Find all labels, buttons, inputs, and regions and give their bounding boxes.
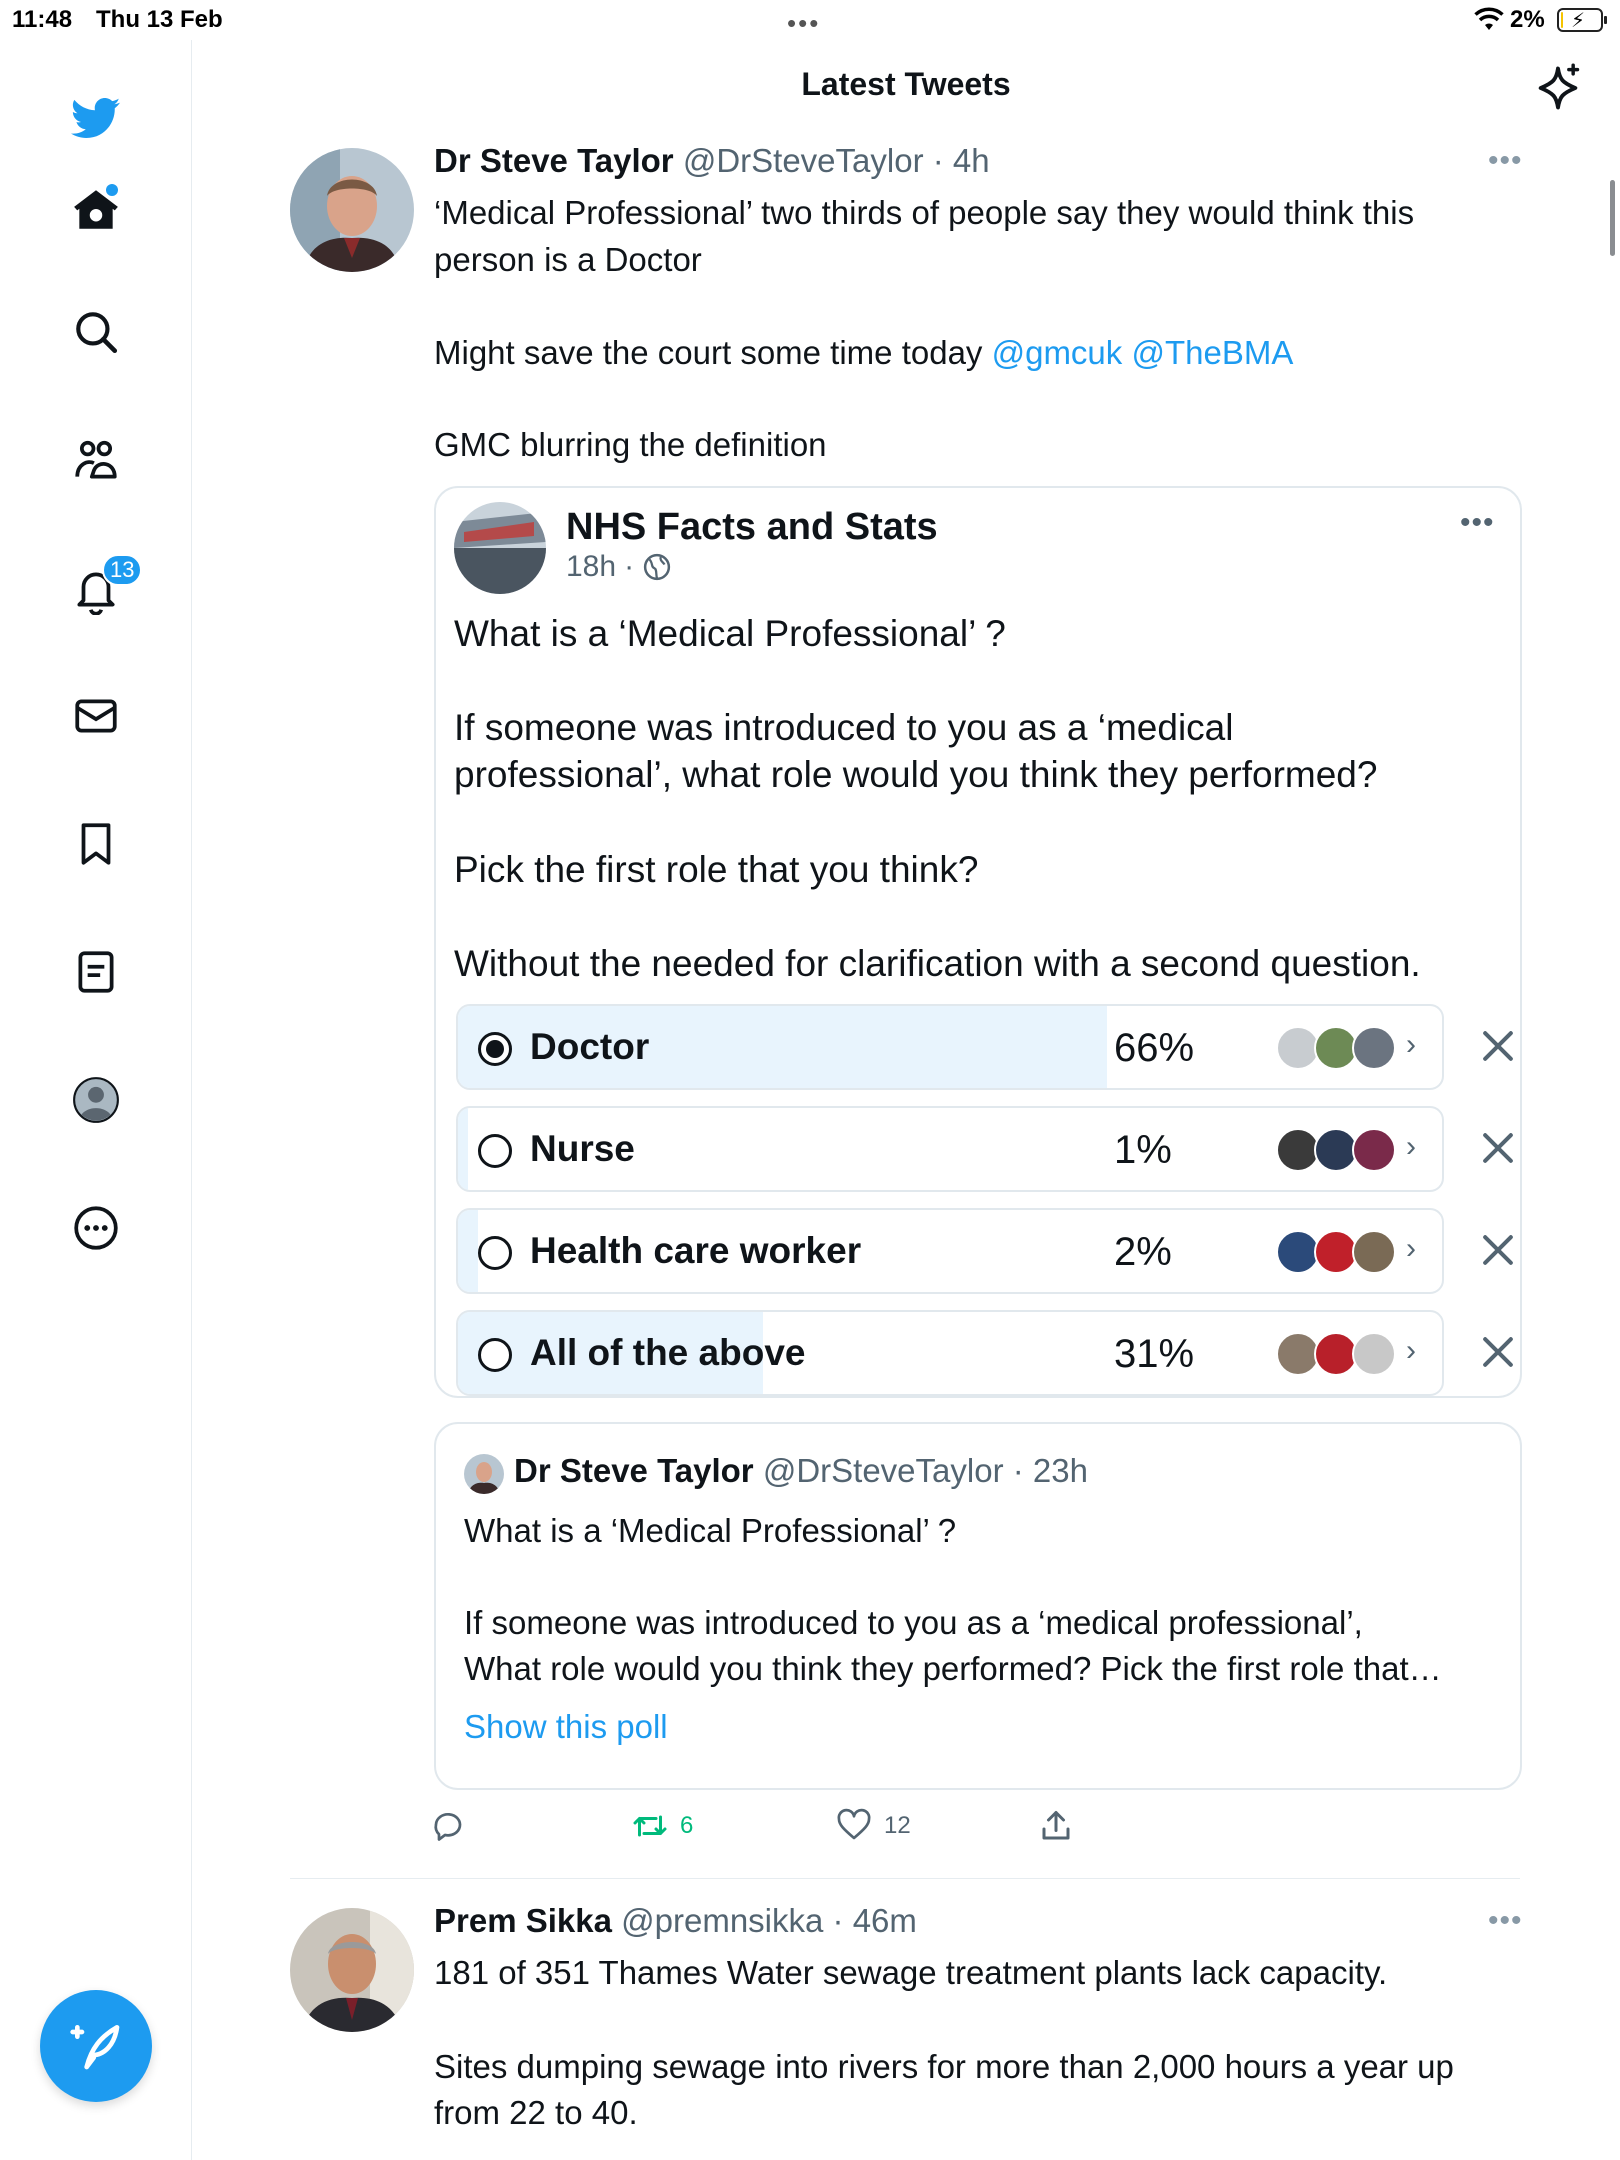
home-new-dot [106,184,118,196]
retweet-button[interactable] [632,1808,693,1844]
quoted-tweet-card[interactable] [434,1422,1522,1790]
page-title: Latest Tweets [801,66,1011,102]
poll-bar-fill [458,1108,468,1190]
author-handle[interactable]: @DrSteveTaylor [682,142,924,179]
nav-lists[interactable] [66,942,126,1002]
chevron-right-icon[interactable]: › [1406,1028,1416,1061]
quoted-author-name[interactable]: Dr Steve Taylor [514,1452,754,1489]
quoted-meta: 18h · [566,550,672,584]
lists-icon [71,947,121,997]
quoted-text-line: What role would you think they performed? Pick the first role that… [464,1650,1442,1687]
voter-avatar [1352,1128,1396,1172]
mention-link[interactable]: @gmcuk [991,334,1123,371]
poll-option-label: Health care worker [530,1230,862,1271]
voter-avatars [1276,1230,1396,1276]
poll-option-label: All of the above [530,1332,806,1373]
poll-option-percent: 1% [1114,1128,1172,1172]
envelope-icon [71,691,121,741]
tweet-text-line [434,330,1293,376]
quoted-text-line: Pick the first role that you think? [454,849,979,890]
bookmark-icon [71,819,121,869]
status-bar [0,0,1620,40]
nav-notifications[interactable] [66,557,135,620]
tweet-text-span: Might save the court some time today [434,334,992,371]
sparkle-timeline-icon[interactable] [1532,62,1584,114]
poll-option[interactable] [456,1106,1444,1192]
chevron-right-icon[interactable]: › [1406,1334,1416,1367]
close-icon[interactable] [1476,1330,1520,1374]
share-button[interactable] [1038,1808,1074,1844]
reply-button[interactable] [430,1808,466,1844]
quoted-text-line: If someone was introduced to you as a ‘medical professional’, [464,1604,1363,1641]
reply-icon [430,1808,466,1844]
nav-search[interactable] [66,302,126,362]
poll-radio[interactable] [478,1236,512,1270]
nav-communities[interactable] [66,430,126,490]
quoted-text-line: professional’, what role would you think they performed? [454,754,1378,795]
retweet-count: 6 [680,1812,694,1839]
heart-icon [836,1808,872,1844]
share-icon [1038,1808,1074,1844]
status-time: 11:48 [12,6,73,33]
globe-icon [642,552,672,582]
close-icon[interactable] [1476,1126,1520,1170]
status-date: Thu 13 Feb [96,6,223,33]
search-icon [71,307,121,357]
poll-option-label: Doctor [530,1026,650,1067]
battery-percent: 2% [1510,6,1545,33]
poll-option[interactable] [456,1208,1444,1294]
tweet-text-line: Sites dumping sewage into rivers for more than 2,000 hours a year up [434,2048,1454,2085]
quoted-text-line: What is a ‘Medical Professional’ ? [464,1512,957,1549]
voter-avatar [1352,1230,1396,1274]
voter-avatars [1276,1026,1396,1072]
quoted-tweet-card[interactable] [434,486,1522,1398]
voter-avatars [1276,1332,1396,1378]
poll-option-label: Nurse [530,1128,635,1169]
quoted-more-button[interactable]: ••• [1460,506,1495,539]
tweet-more-button[interactable]: ••• [1488,144,1523,177]
author-photo-small [464,1454,504,1494]
mention-link[interactable]: @TheBMA [1131,334,1294,371]
wifi-icon [1474,6,1504,32]
nav-home[interactable] [66,180,126,240]
close-icon[interactable] [1476,1228,1520,1272]
tweet-time: 4h [952,142,990,179]
tweet-text-line: person is a Doctor [434,241,702,278]
more-circle-icon [71,1203,121,1253]
close-icon[interactable] [1476,1024,1520,1068]
tweet-more-button[interactable]: ••• [1488,1904,1523,1937]
author-name[interactable]: Prem Sikka [434,1902,612,1939]
quoted-text-line: If someone was introduced to you as a ‘medical [454,707,1234,748]
nav-more[interactable] [66,1198,126,1258]
tweet-text-line: from 22 to 40. [434,2094,638,2131]
voter-avatar [1352,1026,1396,1070]
charging-bolt-icon: ⚡ [1571,10,1586,32]
battery-icon [1557,8,1603,32]
poll-radio[interactable] [478,1338,512,1372]
tweet-author-avatar[interactable] [290,148,414,272]
poll-option[interactable] [456,1004,1444,1090]
nav-messages[interactable] [66,686,126,746]
quoted-text-line: Without the needed for clarification with a second question. [454,943,1421,984]
tweet-text-line: 181 of 351 Thames Water sewage treatment plants lack capacity. [434,1954,1388,1991]
poll-bar-fill [458,1210,478,1292]
quoted-text-line: What is a ‘Medical Professional’ ? [454,613,1006,654]
quoted-author-handle[interactable]: @DrSteveTaylor [762,1452,1004,1489]
quoted-time: 23h [1032,1452,1088,1489]
poll-option-percent: 31% [1114,1332,1195,1376]
tweet-text-line: ‘Medical Professional’ two thirds of people say they would think this [434,194,1415,231]
voter-avatars [1276,1128,1396,1174]
nhs-avatar-photo [454,502,546,594]
author-handle[interactable]: @premnsikka [621,1902,824,1939]
author-name[interactable]: Dr Steve Taylor [434,142,674,179]
show-poll-link[interactable]: Show this poll [464,1708,668,1745]
tweet-text-line: GMC blurring the definition [434,426,827,463]
voter-avatar [1352,1332,1396,1376]
tweet-divider [290,1878,1520,1879]
compose-tweet-button[interactable] [40,1990,152,2102]
sidebar [0,40,192,2160]
quoted-author-name[interactable]: NHS Facts and Stats [566,506,938,548]
quoted-header: Dr Steve Taylor @DrSteveTaylor · 23h [514,1452,1088,1489]
author-photo [290,148,414,272]
like-button[interactable] [836,1808,911,1844]
poll-option-percent: 66% [1114,1026,1195,1070]
poll-radio[interactable] [478,1032,512,1066]
chevron-right-icon[interactable]: › [1406,1130,1416,1163]
battery-level [1561,12,1563,28]
compose-feather-icon [68,2018,124,2074]
poll-option[interactable] [456,1310,1444,1396]
poll-option-percent: 2% [1114,1230,1172,1274]
quoted-author-avatar[interactable] [454,502,546,594]
tweet-author-avatar[interactable] [290,1908,414,2032]
like-count: 12 [884,1812,911,1839]
quoted-author-avatar[interactable] [464,1454,504,1494]
communities-icon [71,435,121,485]
multitasking-dots-icon[interactable]: ••• [787,8,821,38]
nav-profile[interactable] [66,1070,126,1130]
nav-bookmarks[interactable] [66,814,126,874]
scroll-indicator[interactable] [1610,180,1615,256]
author-photo [290,1908,414,2032]
poll-radio[interactable] [478,1134,512,1168]
tweet-header: Prem Sikka @premnsikka · 46m [434,1902,917,1939]
chevron-right-icon[interactable]: › [1406,1232,1416,1265]
notifications-badge: 13 [102,554,142,586]
retweet-icon [632,1808,668,1844]
quoted-time: 18h [566,550,617,583]
profile-avatar-icon [71,1075,121,1125]
tweet-header: Dr Steve Taylor @DrSteveTaylor · 4h [434,142,990,179]
tweet-time: 46m [852,1902,917,1939]
